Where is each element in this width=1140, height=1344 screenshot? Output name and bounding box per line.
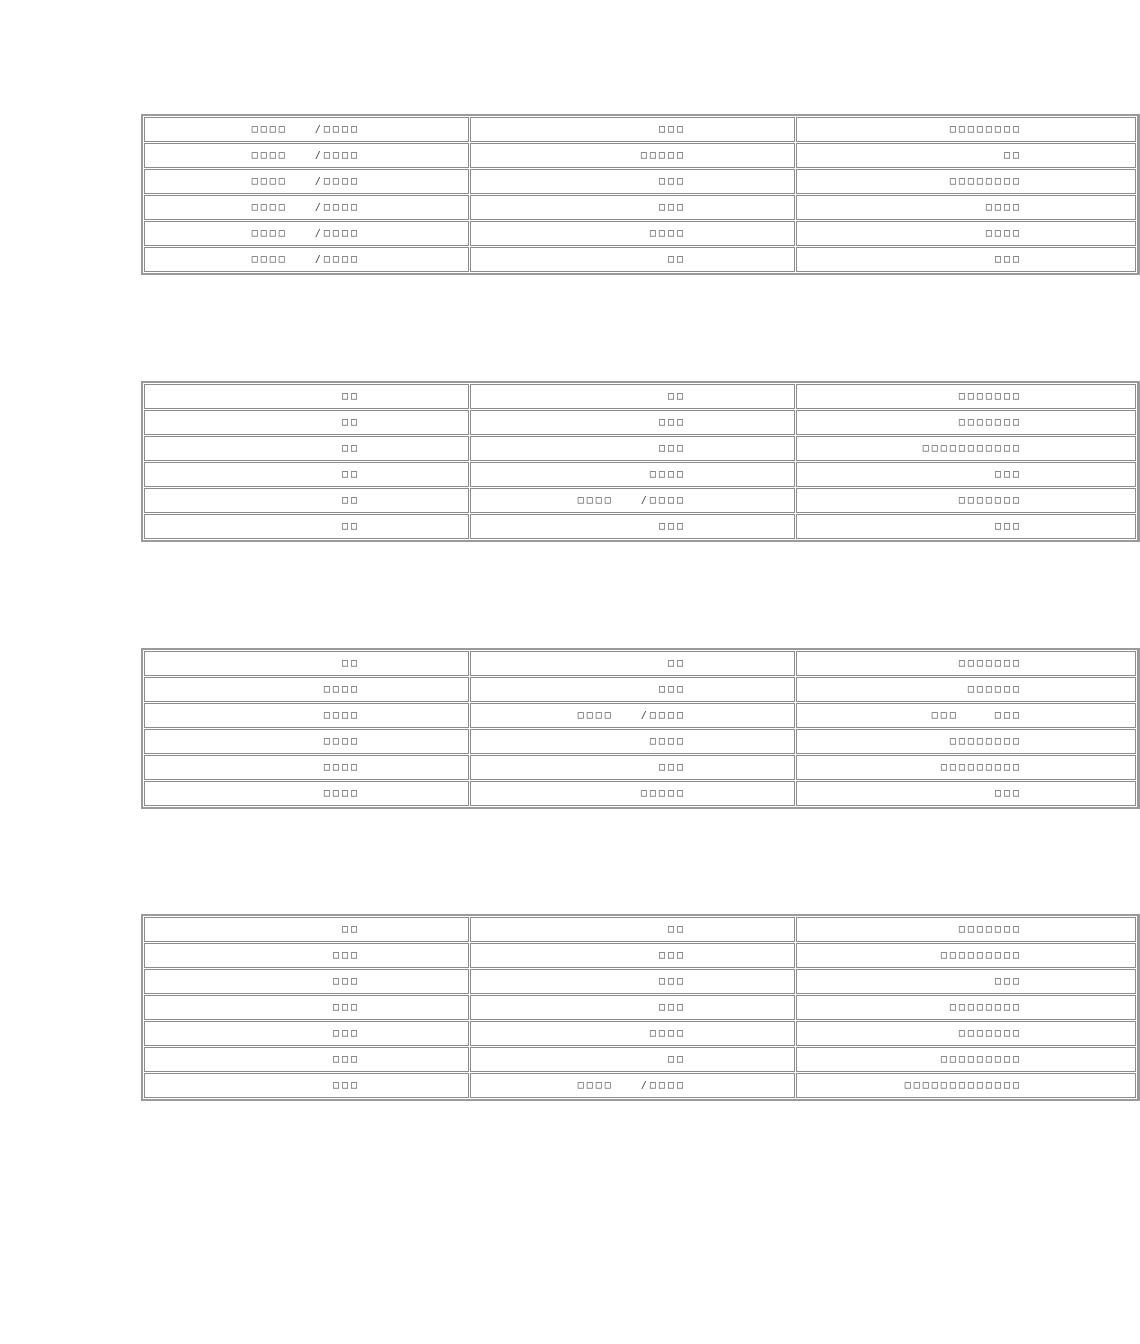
table-cell: □□□□ — [796, 195, 1136, 220]
table-cell: □□□□□ — [470, 143, 795, 168]
table-cell: □□□□ /□□□□ — [470, 703, 795, 728]
table-cell: □□ — [470, 384, 795, 409]
table-cell: □□□□□□□□□□□□□ — [796, 1073, 1136, 1098]
table-cell: □□ — [470, 1047, 795, 1072]
table-cell: □□ — [144, 917, 469, 942]
table-cell: □□□ — [796, 969, 1136, 994]
table-cell: □□□□ /□□□□ — [144, 143, 469, 168]
table-cell: □□□ — [796, 247, 1136, 272]
table-cell: □□□□ — [470, 729, 795, 754]
table-row — [144, 436, 1136, 461]
table-cell: □□□ — [470, 943, 795, 968]
table-row — [144, 221, 1136, 246]
table-row — [144, 514, 1136, 539]
table-cell: □□□ — [144, 1021, 469, 1046]
table-row — [144, 247, 1136, 272]
table-cell: □□□ — [470, 969, 795, 994]
table-cell: □□□□□□□□□ — [796, 943, 1136, 968]
table-row — [144, 488, 1136, 513]
table-cell: □□□□ /□□□□ — [144, 169, 469, 194]
table-cell: □□□ — [470, 755, 795, 780]
table-cell: □□□□□□□□ — [796, 169, 1136, 194]
table-cell: □□□□ — [144, 755, 469, 780]
table-cell: □□□□ — [470, 1021, 795, 1046]
table-cell: □□□ — [470, 677, 795, 702]
table-cell: □□□ □□□ — [796, 703, 1136, 728]
table-cell: □□□ — [796, 781, 1136, 806]
table-cell: □□□ — [470, 169, 795, 194]
table-row — [144, 969, 1136, 994]
table-row — [144, 995, 1136, 1020]
table-row — [144, 755, 1136, 780]
table-cell: □□□ — [470, 195, 795, 220]
table-cell: □□ — [144, 462, 469, 487]
table-cell: □□□□□□□□□□□ — [796, 436, 1136, 461]
table-cell: □□□□ /□□□□ — [144, 195, 469, 220]
table-cell: □□□ — [144, 943, 469, 968]
table-row — [144, 917, 1136, 942]
table-cell: □□□ — [796, 514, 1136, 539]
data-table-2 — [141, 381, 1140, 542]
table-cell: □□□□ /□□□□ — [144, 221, 469, 246]
table-cell: □□□□ — [144, 781, 469, 806]
data-table-3 — [141, 648, 1140, 809]
table-cell: □□□ — [470, 514, 795, 539]
table-row — [144, 410, 1136, 435]
table-cell: □□□□ — [144, 703, 469, 728]
table-cell: □□□□□□□□□ — [796, 1047, 1136, 1072]
table-cell: □□□ — [144, 1047, 469, 1072]
table-cell: □□□□ /□□□□ — [470, 488, 795, 513]
table-cell: □□□□□□□□□ — [796, 755, 1136, 780]
table-cell: □□□□□□□ — [796, 651, 1136, 676]
table-cell: □□□□□□□ — [796, 384, 1136, 409]
table-cell: □□□□ — [144, 677, 469, 702]
table-cell: □□ — [470, 651, 795, 676]
table-cell: □□□□ — [470, 462, 795, 487]
table-cell: □□□□□□□ — [796, 488, 1136, 513]
table-cell: □□□□□□□ — [796, 410, 1136, 435]
table-row — [144, 169, 1136, 194]
table-row — [144, 677, 1136, 702]
table-cell: □□□□ /□□□□ — [470, 1073, 795, 1098]
table-cell: □□□□ — [470, 221, 795, 246]
table-row — [144, 729, 1136, 754]
table-cell: □□□□□□□□ — [796, 117, 1136, 142]
table-cell: □□□ — [144, 995, 469, 1020]
data-table-4 — [141, 914, 1140, 1101]
table-row — [144, 1021, 1136, 1046]
table-cell: □□ — [470, 917, 795, 942]
table-row — [144, 1047, 1136, 1072]
table-cell: □□□□□□ — [796, 677, 1136, 702]
data-table-1 — [141, 114, 1140, 275]
table-row — [144, 703, 1136, 728]
table-cell: □□□□□□□□ — [796, 729, 1136, 754]
table-cell: □□ — [144, 488, 469, 513]
table-cell: □□□□ — [796, 221, 1136, 246]
table-cell: □□□ — [470, 410, 795, 435]
table-cell: □□ — [144, 436, 469, 461]
table-cell: □□ — [796, 143, 1136, 168]
table-cell: □□□ — [796, 462, 1136, 487]
table-row — [144, 462, 1136, 487]
table-cell: □□□ — [470, 995, 795, 1020]
table-cell: □□ — [144, 384, 469, 409]
table-cell: □□ — [470, 247, 795, 272]
table-cell: □□ — [144, 410, 469, 435]
table-cell: □□□ — [470, 436, 795, 461]
table-cell: □□□ — [144, 1073, 469, 1098]
table-cell: □□□□□ — [470, 781, 795, 806]
table-cell: □□□□ — [144, 729, 469, 754]
table-cell: □□□ — [470, 117, 795, 142]
table-cell: □□ — [144, 651, 469, 676]
table-cell: □□□□□□□□ — [796, 995, 1136, 1020]
table-cell: □□ — [144, 514, 469, 539]
table-row — [144, 781, 1136, 806]
table-cell: □□□□ /□□□□ — [144, 247, 469, 272]
table-cell: □□□□□□□ — [796, 917, 1136, 942]
table-row — [144, 1073, 1136, 1098]
table-row — [144, 117, 1136, 142]
table-cell: □□□□ /□□□□ — [144, 117, 469, 142]
table-row — [144, 651, 1136, 676]
table-row — [144, 195, 1136, 220]
table-cell: □□□ — [144, 969, 469, 994]
table-row — [144, 943, 1136, 968]
table-row — [144, 384, 1136, 409]
table-cell: □□□□□□□ — [796, 1021, 1136, 1046]
table-row — [144, 143, 1136, 168]
